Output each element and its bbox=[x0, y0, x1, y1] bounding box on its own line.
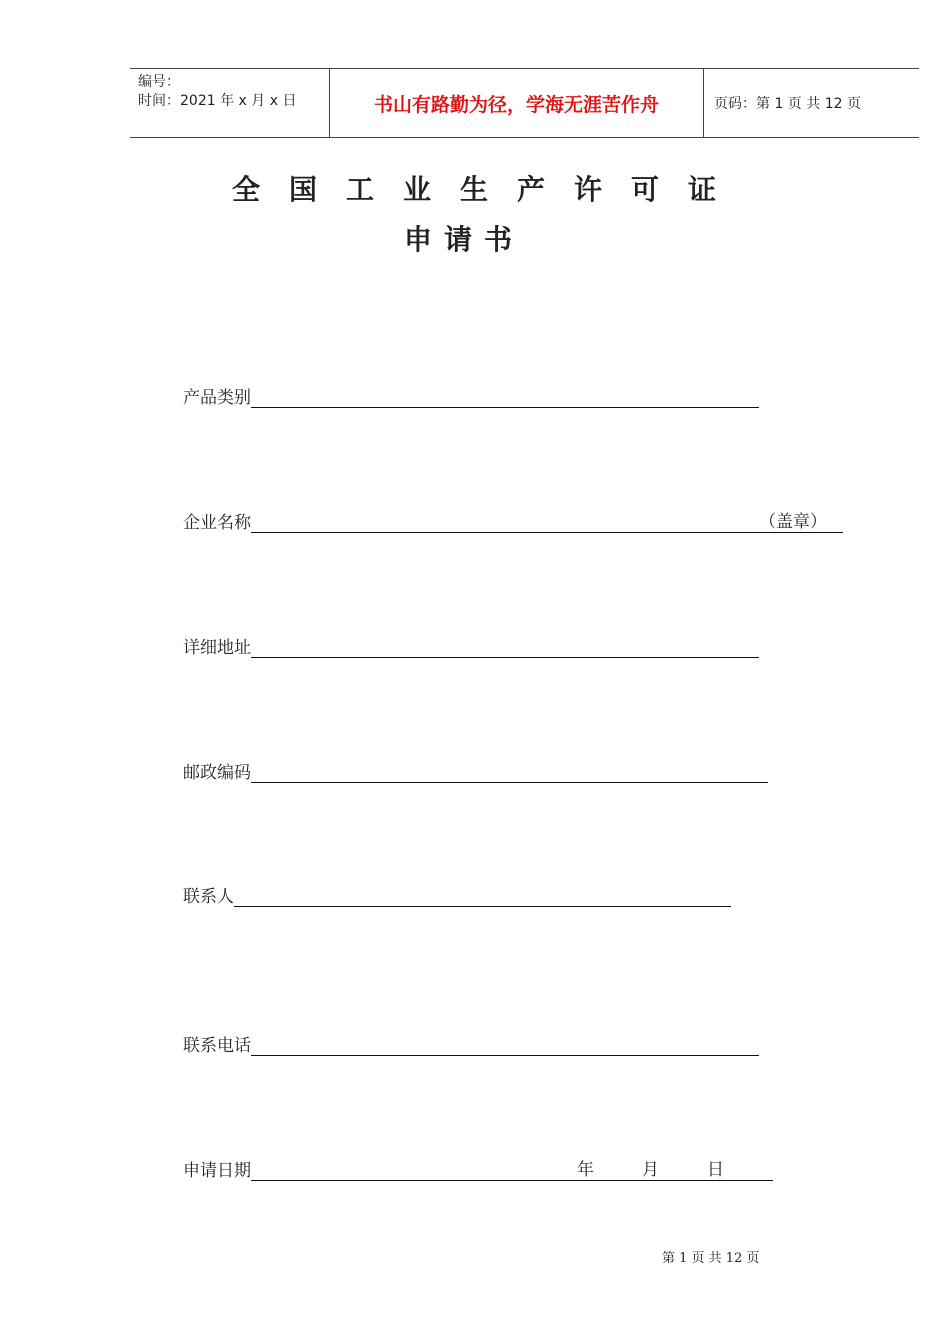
document-subtitle: 申请书 bbox=[404, 223, 525, 256]
seal-label: （盖章） bbox=[759, 512, 827, 532]
page-header bbox=[130, 68, 919, 138]
header-motto: 书山有路勤为径，学海无涯苦作舟 bbox=[330, 69, 704, 137]
page-footer: 第 1 页 共 12 页 bbox=[662, 1251, 760, 1266]
document-title: 全国工业生产许可证 bbox=[232, 173, 746, 206]
field-label: 邮政编码 bbox=[183, 763, 251, 783]
field-postcode bbox=[183, 758, 768, 783]
fill-line[interactable] bbox=[251, 1037, 759, 1056]
field-label: 联系人 bbox=[183, 887, 234, 907]
field-label: 企业名称 bbox=[183, 513, 251, 533]
field-label: 申请日期 bbox=[183, 1161, 251, 1181]
field-application-date bbox=[183, 1156, 773, 1181]
field-label: 详细地址 bbox=[183, 638, 251, 658]
header-page-info: 页码：第 1 页 共 12 页 bbox=[714, 96, 861, 112]
fill-line[interactable] bbox=[251, 764, 768, 783]
field-address bbox=[183, 633, 759, 658]
field-phone bbox=[183, 1031, 759, 1056]
fill-line[interactable] bbox=[234, 888, 731, 907]
year-label: 年 bbox=[577, 1160, 594, 1180]
field-contact bbox=[183, 882, 731, 907]
day-label: 日 bbox=[707, 1160, 724, 1180]
field-product-category bbox=[183, 383, 759, 408]
fill-line[interactable] bbox=[251, 639, 759, 658]
fill-line[interactable] bbox=[251, 514, 843, 533]
field-company-name bbox=[183, 508, 843, 533]
header-meta bbox=[130, 69, 330, 137]
document-number-label: 编号： bbox=[138, 74, 180, 90]
fill-line[interactable] bbox=[251, 1162, 773, 1181]
month-label: 月 bbox=[642, 1160, 659, 1180]
fill-line[interactable] bbox=[251, 389, 759, 408]
document-time: 时间：2021 年 x 月 x 日 bbox=[138, 93, 297, 109]
field-label: 联系电话 bbox=[183, 1036, 251, 1056]
field-label: 产品类别 bbox=[183, 388, 251, 408]
